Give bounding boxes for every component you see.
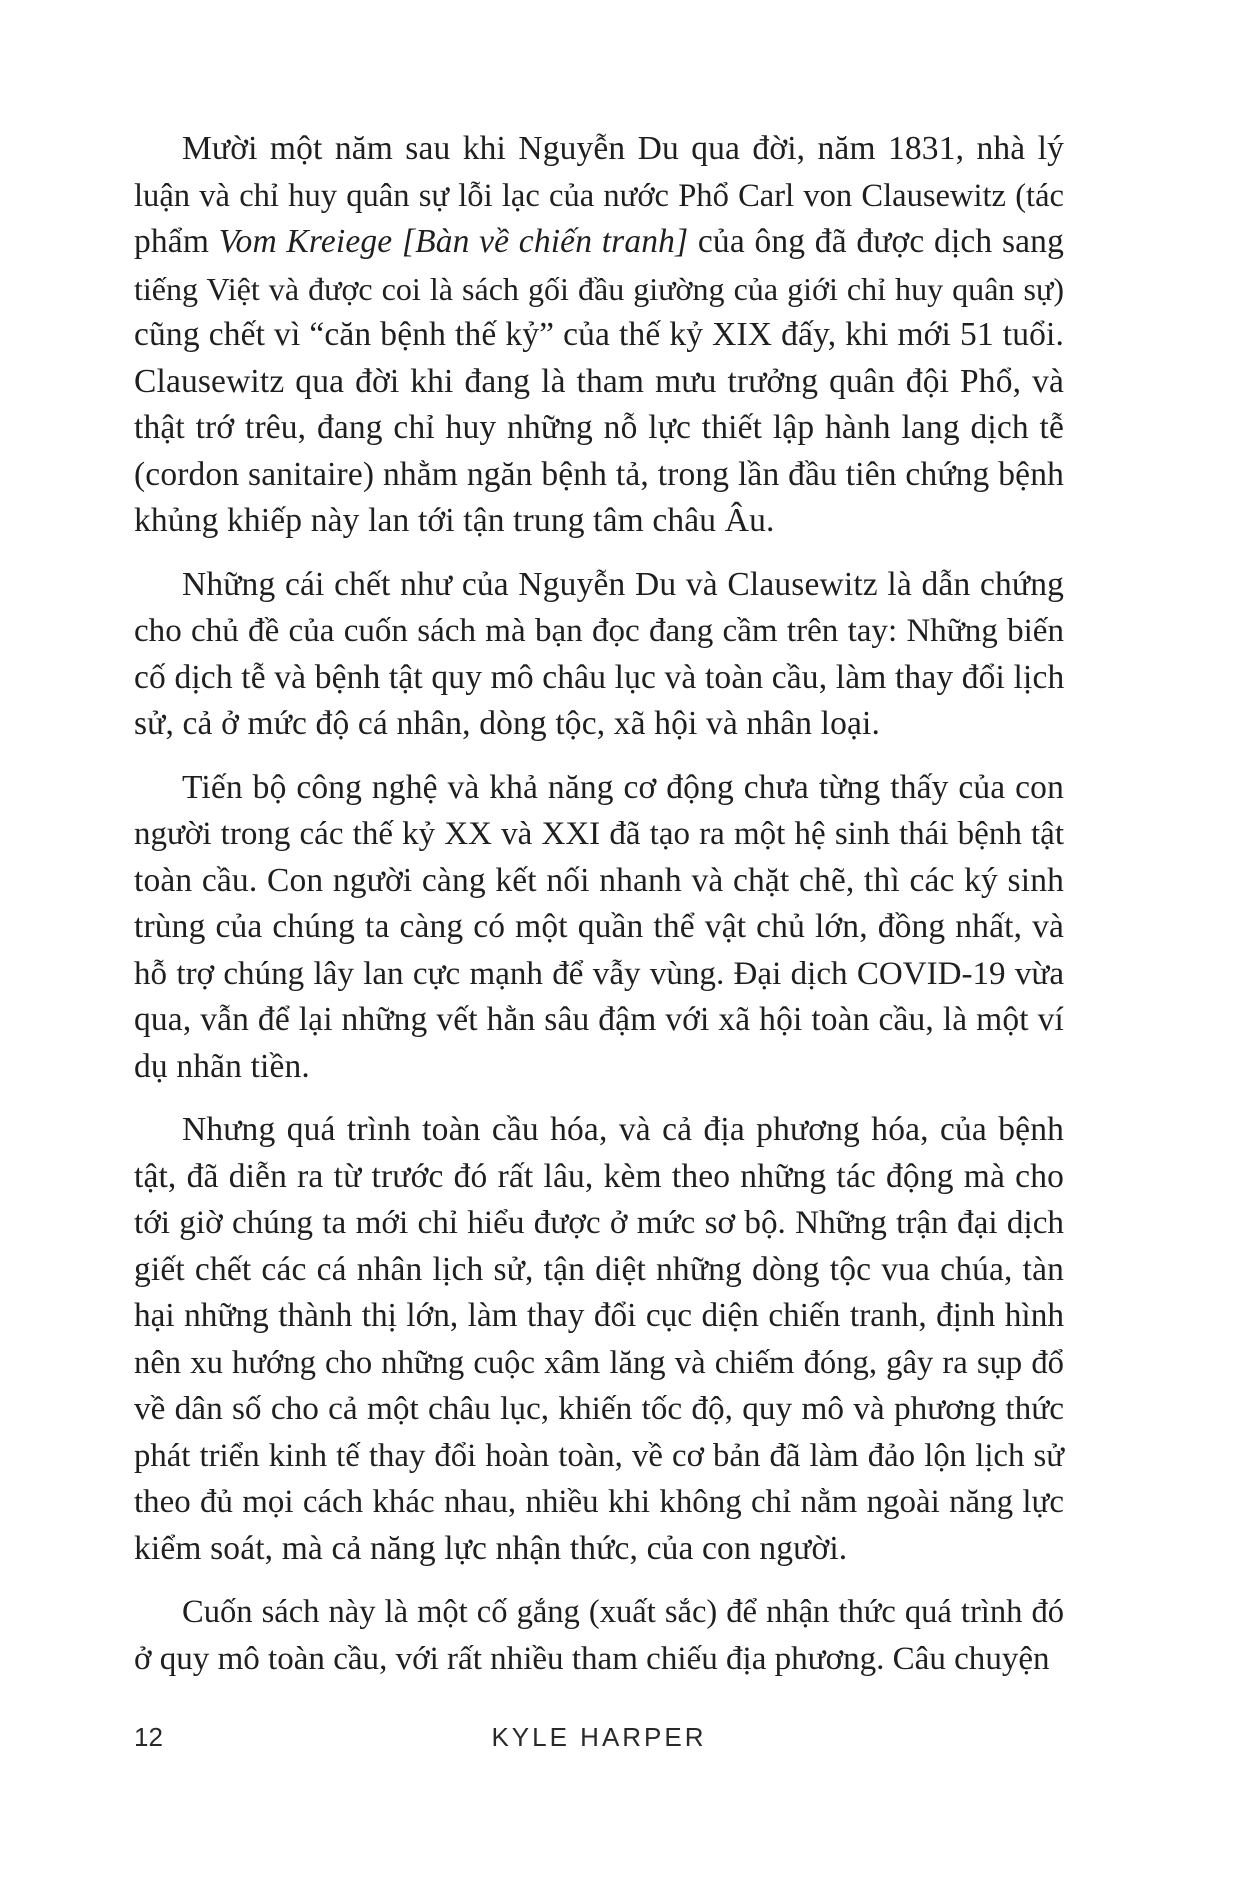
text-line: hại những thành thị lớn, làm thay đổi cục diện chiến tranh, định hình <box>134 1297 1064 1334</box>
text-line: dụ nhãn tiền. <box>134 1047 310 1085</box>
text-line: hỗ trợ chúng lây lan cực mạnh để vẫy vùng. Đại dịch COVID-19 vừa <box>134 955 1064 992</box>
text-line: (cordon sanitaire) nhằm ngăn bệnh tả, trong lần đầu tiên chứng bệnh <box>134 455 1064 493</box>
text-line: tiếng Việt và được coi là sách gối đầu giường của giới chỉ huy quân sự) <box>134 270 1064 307</box>
text-line: phẩm Vom Kreiege [Bàn về chiến tranh] của ông đã được dịch sang <box>134 223 1064 260</box>
text-line: Tiến bộ công nghệ và khả năng cơ động chưa từng thấy của con <box>182 768 1064 806</box>
text-line: trùng của chúng ta càng có một quần thể vật chủ lớn, đồng nhất, và <box>134 908 1064 945</box>
text-line: tới giờ chúng ta mới chỉ hiểu được ở mức sơ bộ. Những trận đại dịch <box>134 1204 1064 1241</box>
running-head-author: KYLE HARPER <box>491 1722 707 1752</box>
text-line: sử, cả ở mức độ cá nhân, dòng tộc, xã hội và nhân loại. <box>134 705 881 742</box>
text-line: cố dịch tễ và bệnh tật quy mô châu lục và toàn cầu, làm thay đổi lịch <box>134 658 1065 696</box>
text-line: cũng chết vì “căn bệnh thế kỷ” của thế kỷ XIX đấy, khi mới 51 tuổi. <box>134 316 1064 353</box>
text-line: Những cái chết như của Nguyễn Du và Clausewitz là dẫn chứng <box>182 565 1064 603</box>
text-line: Cuốn sách này là một cố gắng (xuất sắc) để nhận thức quá trình đó <box>182 1594 1064 1630</box>
text-line: Clausewitz qua đời khi đang là tham mưu trưởng quân đội Phổ, và <box>134 362 1064 400</box>
page-number: 12 <box>134 1722 163 1752</box>
text-line: tật, đã diễn ra từ trước đó rất lâu, kèm theo những tác động mà cho <box>134 1157 1064 1195</box>
paragraph <box>134 1107 1064 1572</box>
text-line: luận và chỉ huy quân sự lỗi lạc của nước Phổ Carl von Clausewitz (tác <box>134 177 1064 214</box>
text-line: về dân số cho cả một châu lục, khiến tốc độ, quy mô và phương thức <box>134 1390 1064 1427</box>
text-line: Mười một năm sau khi Nguyễn Du qua đời, năm 1831, nhà lý <box>182 130 1064 167</box>
page-footer <box>134 1722 1064 1762</box>
text-line: cho chủ đề của cuốn sách mà bạn đọc đang cầm trên tay: Những biến <box>134 613 1064 649</box>
book-title-italic: Vom Kreiege [Bàn về chiến tranh] <box>218 223 689 260</box>
text-line: giết chết các cá nhân lịch sử, tận diệt những dòng tộc vua chúa, tàn <box>134 1250 1064 1288</box>
text-line: phát triển kinh tế thay đổi hoàn toàn, về cơ bản đã làm đảo lộn lịch sử <box>134 1437 1064 1474</box>
text-line: khủng khiếp này lan tới tận trung tâm châu Âu. <box>134 502 775 539</box>
paragraph <box>134 765 1064 1091</box>
paragraph <box>134 126 1064 545</box>
text-line: Nhưng quá trình toàn cầu hóa, và cả địa phương hóa, của bệnh <box>182 1111 1064 1148</box>
text-line: người trong các thế kỷ XX và XXI đã tạo ra một hệ sinh thái bệnh tật <box>134 816 1064 852</box>
text-line: kiểm soát, mà cả năng lực nhận thức, của con người. <box>134 1529 848 1567</box>
body-text <box>134 126 1064 1682</box>
text-line: ở quy mô toàn cầu, với rất nhiều tham chiếu địa phương. Câu chuyện <box>134 1640 1050 1677</box>
paragraph <box>134 562 1064 748</box>
text-line: qua, vẫn để lại những vết hằn sâu đậm với xã hội toàn cầu, là một ví <box>134 1001 1064 1038</box>
text-line: theo đủ mọi cách khác nhau, nhiều khi không chỉ nằm ngoài năng lực <box>134 1484 1064 1520</box>
text-line: nên xu hướng cho những cuộc xâm lăng và chiếm đóng, gây ra sụp đổ <box>134 1344 1064 1381</box>
text-line: thật trớ trêu, đang chỉ huy những nỗ lực thiết lập hành lang dịch tễ <box>134 409 1064 446</box>
text-line: toàn cầu. Con người càng kết nối nhanh và chặt chẽ, thì các ký sinh <box>134 861 1064 899</box>
paragraph <box>134 1589 1064 1682</box>
